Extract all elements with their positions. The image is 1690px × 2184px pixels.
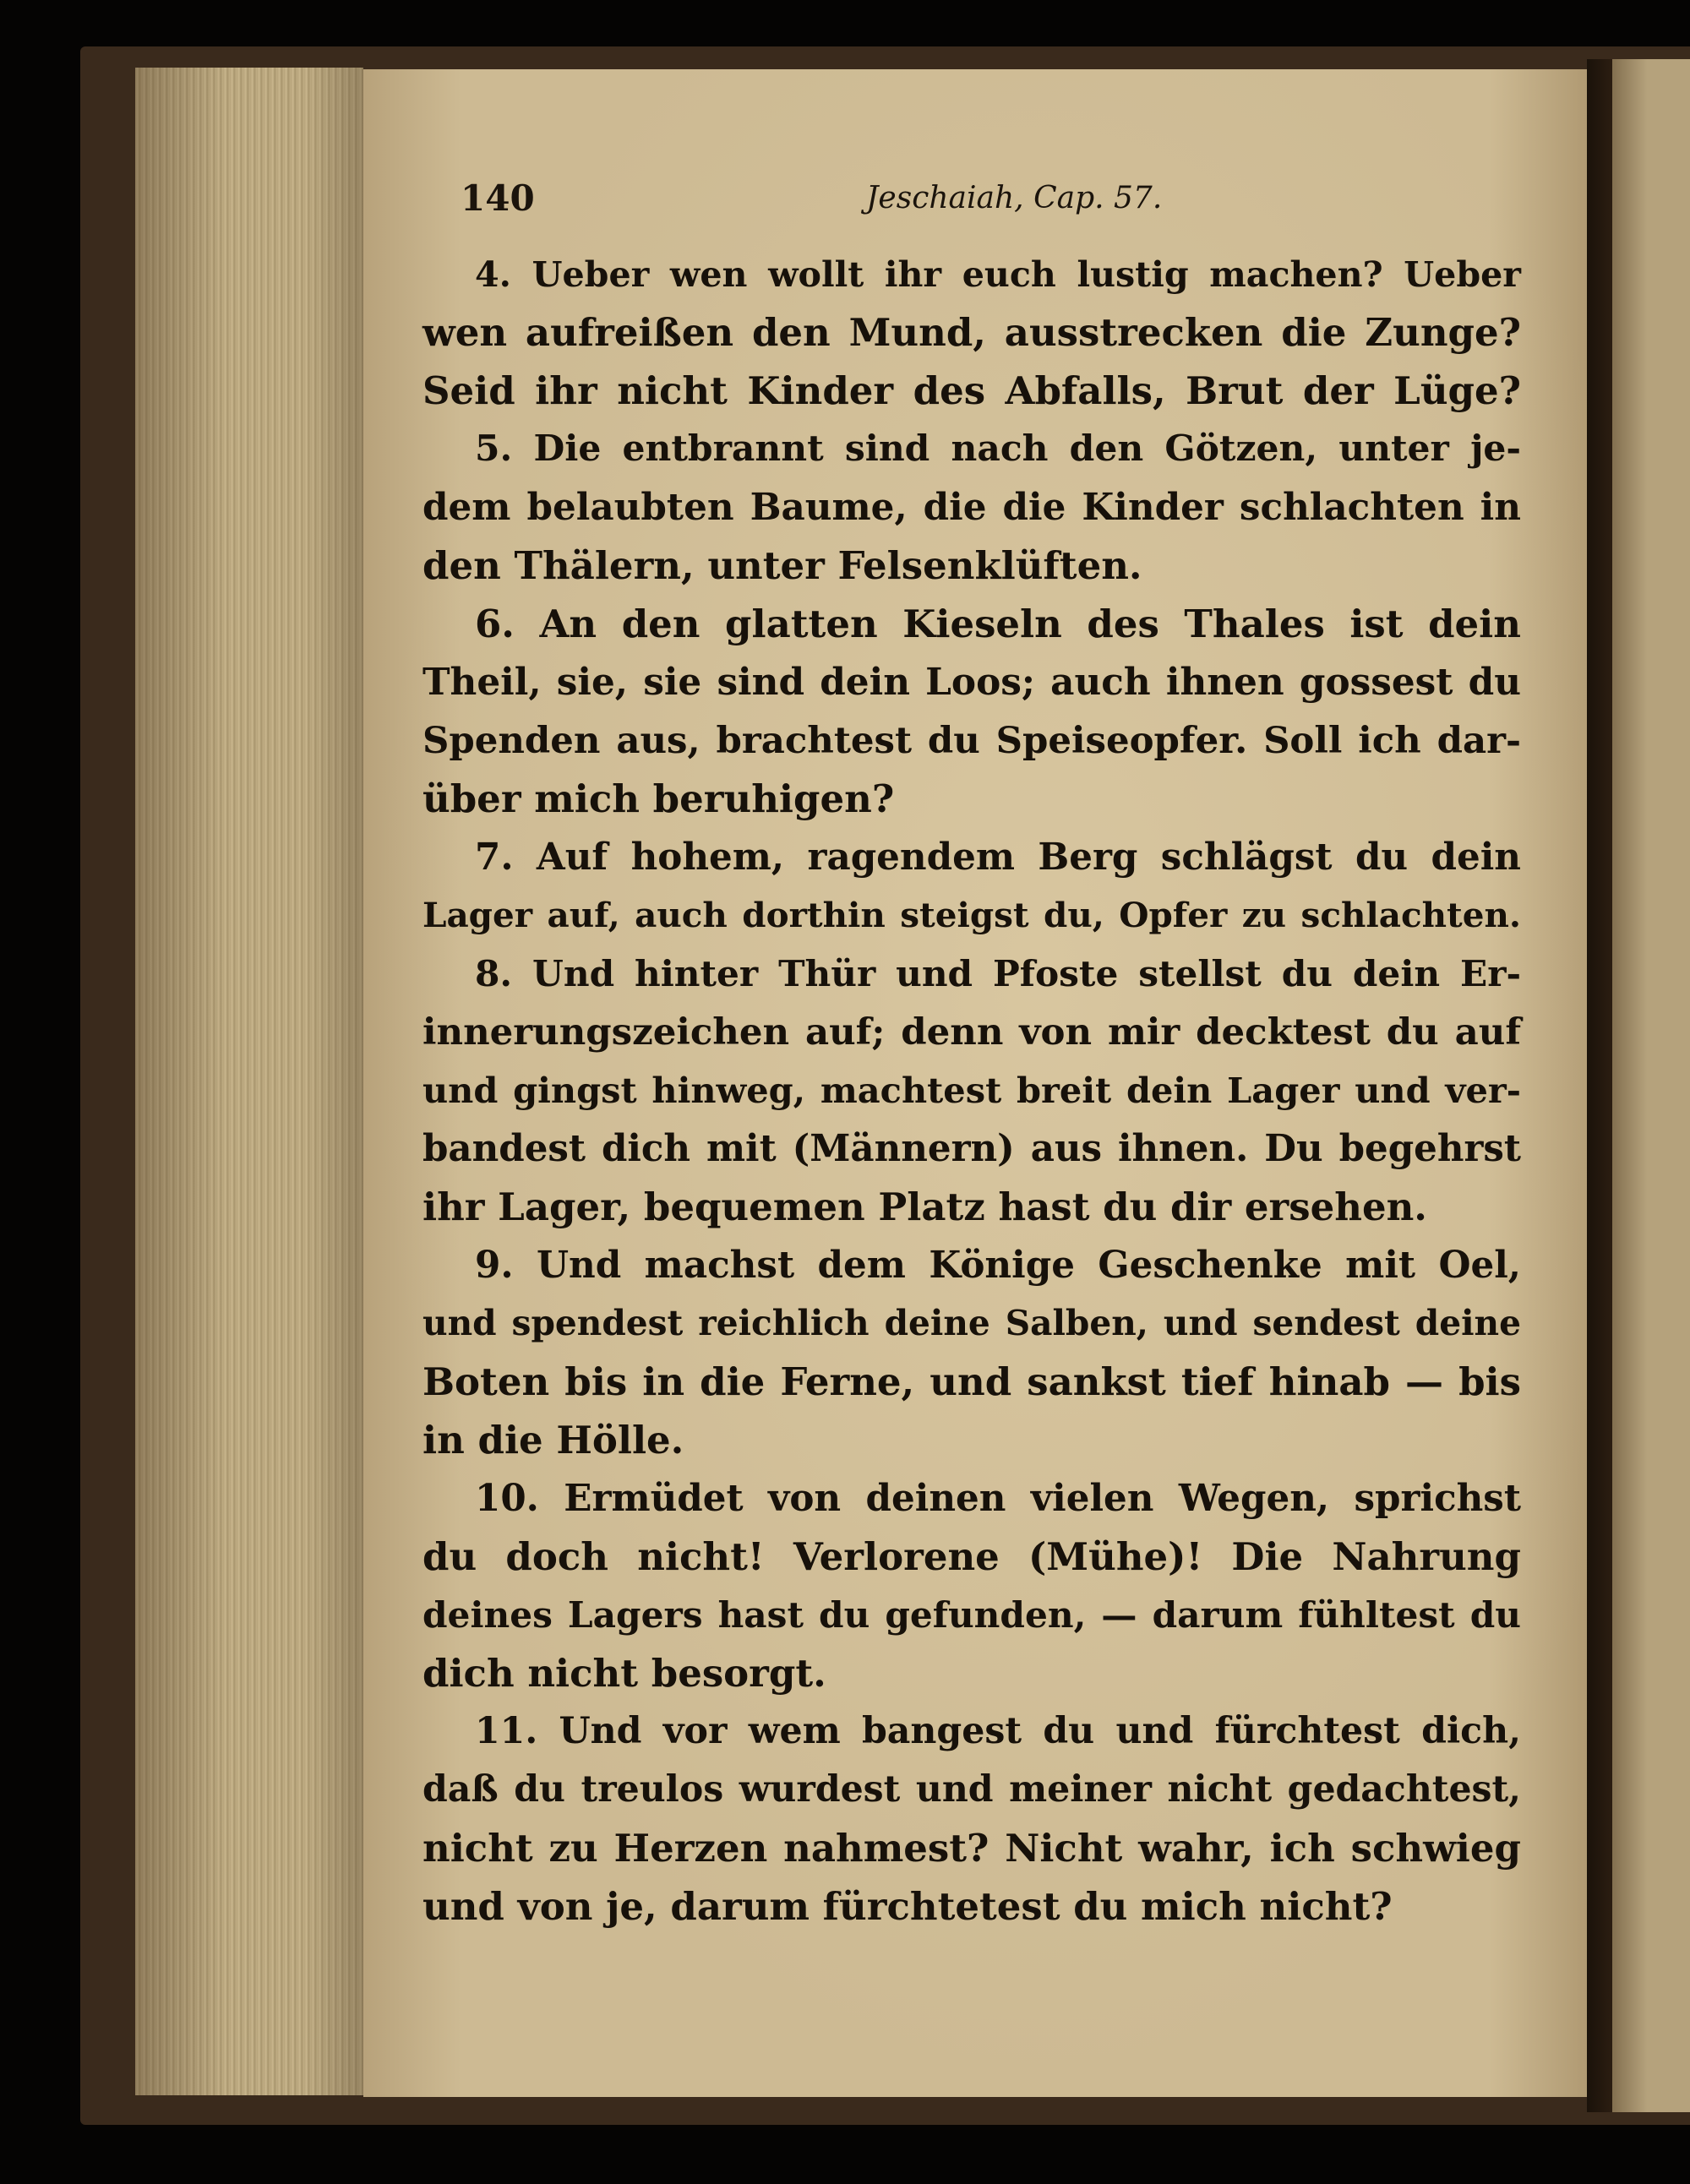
text-line: nicht zu Herzen nahmest? Nicht wahr, ich schwieg bbox=[422, 1826, 1521, 1871]
verse-6 bbox=[422, 595, 1521, 828]
text-line: Seid ihr nicht Kinder des Abfalls, Brut der Lüge? bbox=[422, 368, 1521, 413]
text-line: Boten bis in die Ferne, und sankst tief hinab — bis bbox=[422, 1359, 1521, 1404]
text-line: und spendest reichlich deine Salben, und sendest deine bbox=[422, 1303, 1521, 1343]
text-line: und gingst hinweg, machtest breit dein Lager und ver- bbox=[422, 1070, 1521, 1111]
chapter-heading: Jeschaiah, Cap. 57. bbox=[866, 181, 1163, 215]
verse-11 bbox=[422, 1702, 1521, 1936]
text-line: dich nicht besorgt. bbox=[422, 1651, 826, 1696]
text-line: in die Hölle. bbox=[422, 1418, 684, 1462]
text-line: Theil, sie, sie sind dein Loos; auch ihnen gossest du bbox=[422, 661, 1521, 704]
text-line: 4. Ueber wen wollt ihr euch lustig machen? Ueber bbox=[475, 253, 1521, 295]
text-line: 5. Die entbrannt sind nach den Götzen, unter je- bbox=[475, 428, 1521, 470]
text-line: über mich beruhigen? bbox=[422, 776, 895, 821]
text-line: 10. Ermüdet von deinen vielen Wegen, sprichst bbox=[475, 1477, 1521, 1520]
facing-page-edge bbox=[1612, 59, 1690, 2112]
text-line: du doch nicht! Verlorene (Mühe)! Die Nahrung bbox=[422, 1534, 1521, 1579]
text-line: 7. Auf hohem, ragendem Berg schlägst du dein bbox=[475, 836, 1521, 879]
text-line: daß du treulos wurdest und meiner nicht gedachtest, bbox=[422, 1768, 1521, 1811]
verse-4 bbox=[422, 245, 1521, 420]
verse-5 bbox=[422, 420, 1521, 595]
text-line: ihr Lager, bequemen Platz hast du dir ersehen. bbox=[422, 1185, 1427, 1229]
text-line: Lager auf, auch dorthin steigst du, Opfer zu schlachten. bbox=[422, 895, 1521, 935]
verse-10 bbox=[422, 1469, 1521, 1702]
verse-7 bbox=[422, 828, 1521, 945]
text-line: innerungszeichen auf; denn von mir decktest du auf bbox=[422, 1010, 1521, 1054]
book-gutter bbox=[1587, 59, 1612, 2112]
text-line: 11. Und vor wem bangest du und fürchtest dich, bbox=[475, 1710, 1521, 1752]
text-line: 9. Und machst dem Könige Geschenke mit Oel, bbox=[475, 1244, 1521, 1287]
body-text bbox=[422, 245, 1521, 1936]
text-line: bandest dich mit (Männern) aus ihnen. Du begehrst bbox=[422, 1127, 1521, 1170]
verse-9 bbox=[422, 1236, 1521, 1469]
text-line: wen aufreißen den Mund, ausstrecken die Zunge? bbox=[422, 310, 1521, 355]
text-line: 8. Und hinter Thür und Pfoste stellst du dein Er- bbox=[475, 952, 1521, 994]
text-line: 6. An den glatten Kieseln des Thales ist dein bbox=[475, 602, 1521, 646]
running-head bbox=[461, 177, 1163, 228]
text-line: und von je, darum fürchtetest du mich nicht? bbox=[422, 1884, 1393, 1929]
text-line: den Thälern, unter Felsenklüften. bbox=[422, 543, 1142, 588]
page-edges-shadow bbox=[135, 68, 363, 2095]
text-line: deines Lagers hast du gefunden, — darum fühltest du bbox=[422, 1593, 1521, 1636]
text-line: dem belaubten Baume, die die Kinder schlachten in bbox=[422, 486, 1521, 529]
text-line: Spenden aus, brachtest du Speiseopfer. Soll ich dar- bbox=[422, 719, 1521, 762]
page-number: 140 bbox=[461, 177, 535, 219]
verse-8 bbox=[422, 945, 1521, 1236]
